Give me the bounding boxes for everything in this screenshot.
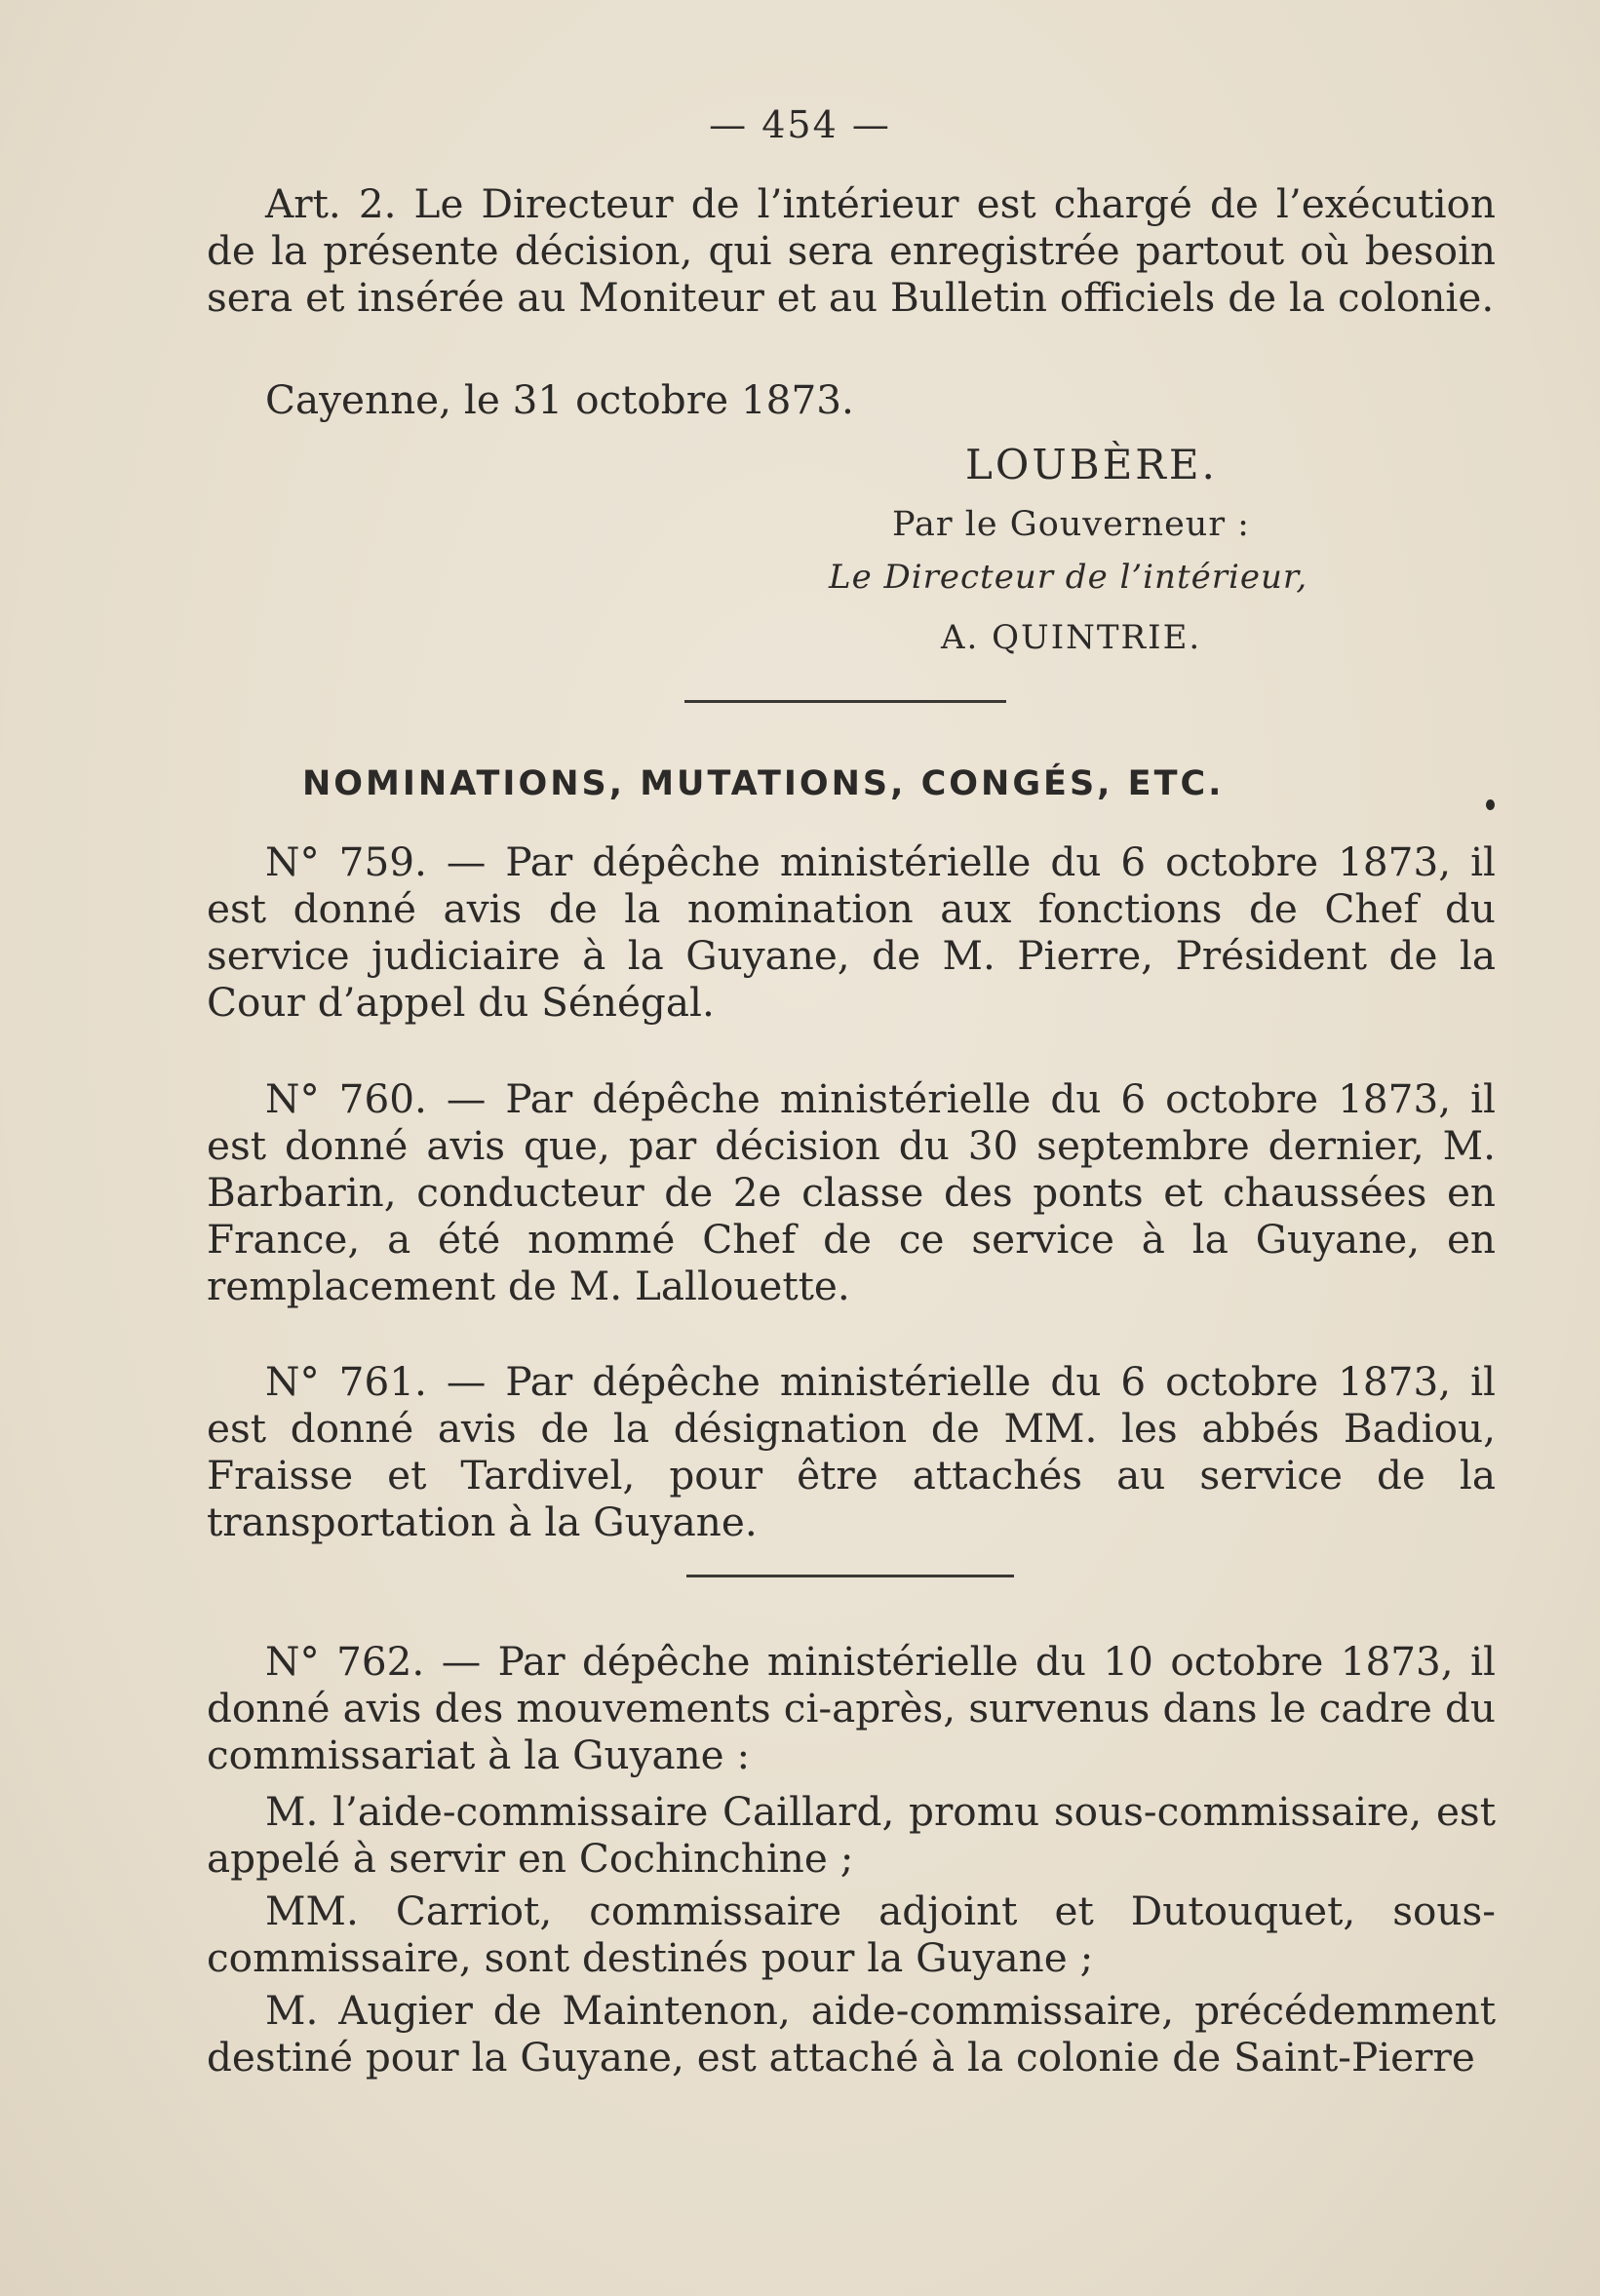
entry-761: N° 761. — Par dépêche ministérielle du 6 octobre 1873, il est donné avis de la désignation de MM. les abbés Badiou, Fraisse et Tardivel, pour être attachés au service de la transportation à la Guyane. bbox=[207, 1358, 1496, 1545]
entry-762-a: M. l’aide-commissaire Caillard, promu sous-commissaire, est appelé à servir en Cochinchine ; bbox=[207, 1788, 1496, 1882]
article-2-text: Art. 2. Le Directeur de l’intérieur est chargé de l’exécution de la présente décision, qui sera enregistrée partout où besoin sera et insérée au Moniteur et au Bulletin officiels de la colonie. bbox=[207, 180, 1496, 321]
entry-760-block bbox=[207, 1075, 1496, 1309]
section-heading: NOMINATIONS, MUTATIONS, CONGÉS, ETC. bbox=[302, 764, 1225, 803]
entry-762-c: M. Augier de Maintenon, aide-commissaire, précédemment destiné pour la Guyane, est attaché à la colonie de Saint-Pierre bbox=[207, 1987, 1496, 2081]
entry-759-block bbox=[207, 838, 1496, 1026]
date-line-block bbox=[207, 376, 1496, 423]
entry-762-block bbox=[207, 1638, 1496, 2081]
entry-761-block bbox=[207, 1358, 1496, 1545]
entry-762: N° 762. — Par dépêche ministérielle du 10 octobre 1873, il donné avis des mouvements ci-après, survenus dans le cadre du commissariat à la Guyane : bbox=[207, 1638, 1496, 1778]
signature-director-name: A. QUINTRIE. bbox=[941, 618, 1202, 657]
signature-by: Par le Gouverneur : bbox=[892, 505, 1250, 544]
signature-director: Le Directeur de l’intérieur, bbox=[829, 558, 1308, 597]
page-number: — 454 — bbox=[709, 103, 891, 146]
entry-760: N° 760. — Par dépêche ministérielle du 6 octobre 1873, il est donné avis que, par décision du 30 septembre dernier, M. Barbarin, conducteur de 2e classe des ponts et chaussées en France, a été nommé Chef de ce service à la Guyane, en remplacement de M. Lallouette. bbox=[207, 1075, 1496, 1309]
ink-dot bbox=[1486, 799, 1495, 810]
signature-name: LOUBÈRE. bbox=[965, 441, 1218, 488]
article-2-block bbox=[207, 180, 1496, 321]
entries-divider bbox=[686, 1575, 1014, 1577]
entry-759: N° 759. — Par dépêche ministérielle du 6 octobre 1873, il est donné avis de la nomination aux fonctions de Chef du service judiciaire à la Guyane, de M. Pierre, Président de la Cour d’appel du Sénégal. bbox=[207, 838, 1496, 1026]
entry-762-b: MM. Carriot, commissaire adjoint et Dutouquet, sous-commissaire, sont destinés pour la Guyane ; bbox=[207, 1887, 1496, 1981]
date-line: Cayenne, le 31 octobre 1873. bbox=[265, 376, 854, 423]
section-divider bbox=[684, 700, 1006, 703]
